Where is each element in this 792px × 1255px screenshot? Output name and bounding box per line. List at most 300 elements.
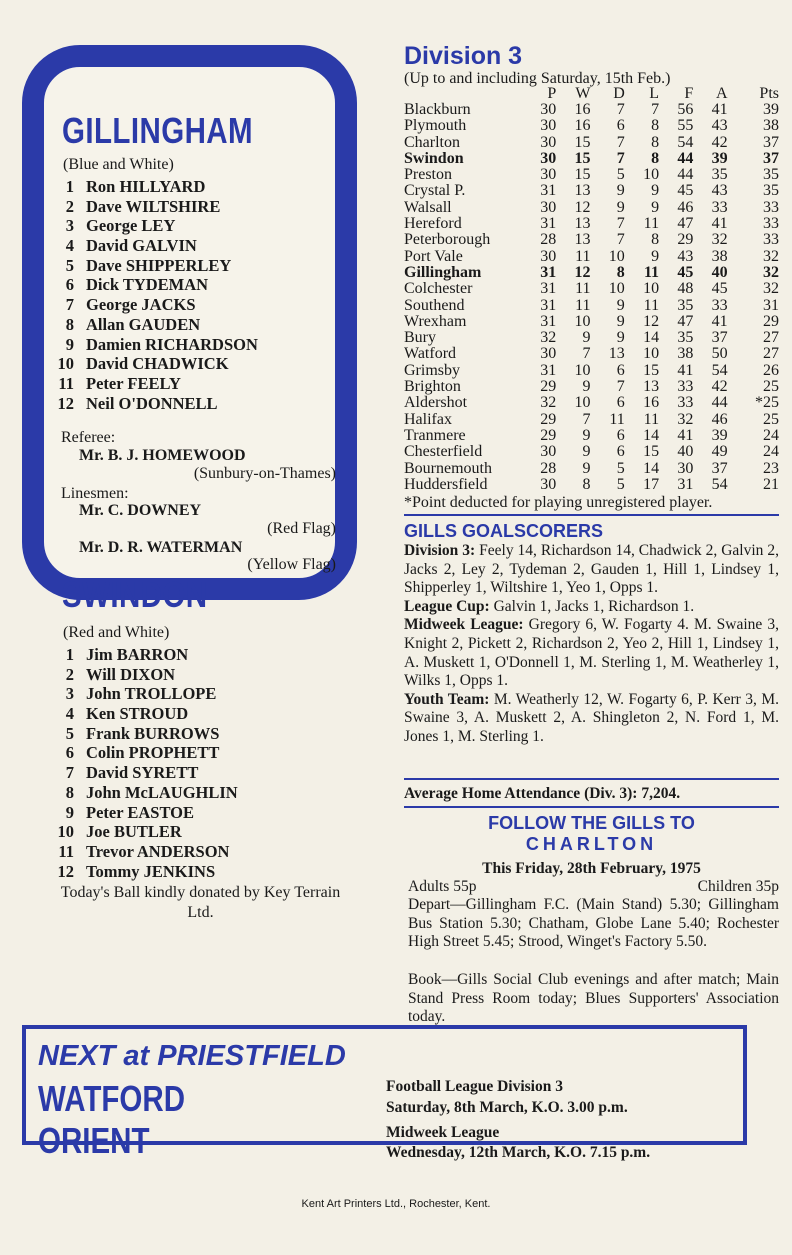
midweek-scorers: Gregory 6, W. Fogarty 4. M. Swaine 3, Knight 2, Pickett 2, Richardson 2, Yeo 2, Hill 1, Lindsey 1, A. Muskett 1, O'Donnell 1, M. Sterling 1, M. Weatherley 1, Wilks 1, Opps 1. — [404, 616, 780, 690]
player-name: John McLAUGHLIN — [86, 782, 238, 802]
table-cell: 17 — [643, 475, 660, 493]
team-name: Bury — [404, 329, 436, 347]
table-cell: 7 — [616, 378, 625, 396]
table-cell: 6 — [616, 117, 625, 135]
shirt-number: 4 — [65, 236, 74, 256]
player-row — [50, 862, 238, 882]
next-competition-2: Midweek League — [386, 1124, 500, 1141]
next-date-2: Wednesday, 12th March, K.O. 7.15 p.m. — [386, 1144, 651, 1161]
table-cell: 9 — [582, 459, 591, 477]
team-name: Tranmere — [404, 426, 466, 444]
table-cell: 33 — [763, 231, 779, 249]
table-row — [404, 395, 779, 411]
table-cell: 13 — [574, 231, 591, 249]
table-cell: 9 — [651, 247, 660, 265]
table-cell: 7 — [651, 101, 660, 118]
table-cell: 33 — [677, 394, 694, 412]
table-cell: 28 — [540, 231, 557, 249]
player-row — [50, 216, 258, 236]
table-cell: 8 — [651, 133, 660, 151]
table-cell: 10 — [574, 394, 591, 412]
table-cell: 32 — [763, 263, 779, 281]
table-cell: 16 — [643, 394, 660, 412]
table-cell: 37 — [711, 459, 728, 477]
table-cell: 41 — [677, 361, 694, 379]
table-cell: 10 — [643, 280, 660, 298]
table-cell: 29 — [540, 426, 557, 444]
table-cell: 9 — [616, 312, 625, 330]
shirt-number: 7 — [65, 763, 74, 783]
table-cell: 42 — [711, 133, 728, 151]
table-cell: 31 — [540, 263, 557, 281]
table-cell: 27 — [763, 345, 779, 363]
team-name: Watford — [404, 345, 457, 363]
table-cell: 37 — [763, 133, 779, 151]
linesman-2-name: Mr. D. R. WATERMAN — [79, 539, 243, 556]
player-name: Peter FEELY — [86, 373, 181, 393]
team-name: Preston — [404, 166, 452, 184]
shirt-number: 12 — [57, 861, 74, 881]
div3-label: Division 3: — [404, 542, 476, 559]
cup-label: League Cup: — [404, 597, 490, 615]
league-table-title: Division 3 — [404, 42, 523, 70]
table-cell: 41 — [711, 312, 728, 330]
shirt-number: 4 — [65, 704, 74, 724]
divider — [404, 806, 779, 808]
table-cell: 38 — [763, 117, 779, 135]
table-cell: 31 — [540, 312, 557, 330]
team-name: Walsall — [404, 198, 452, 216]
table-cell: 44 — [711, 394, 728, 412]
column-header: Pts — [759, 85, 779, 102]
table-cell: 37 — [763, 149, 779, 167]
table-cell: 9 — [616, 329, 625, 347]
table-row — [404, 135, 779, 151]
player-name: Dave SHIPPERLEY — [86, 255, 232, 275]
table-cell: 15 — [574, 166, 591, 184]
table-row — [404, 444, 779, 460]
table-cell: 9 — [616, 296, 625, 314]
table-cell: 11 — [575, 296, 591, 314]
team-name: Peterborough — [404, 231, 491, 249]
shirt-number: 1 — [65, 645, 74, 664]
table-cell: 30 — [540, 443, 557, 461]
table-cell: 8 — [651, 231, 660, 249]
table-cell: 11 — [575, 247, 591, 265]
table-row — [404, 102, 779, 118]
table-cell: 12 — [574, 263, 591, 281]
player-name: Jim BARRON — [86, 645, 189, 664]
player-row — [50, 335, 258, 355]
shirt-number: 5 — [65, 255, 74, 275]
table-cell: 9 — [616, 182, 625, 200]
away-team-name: SWINDON — [62, 574, 208, 615]
player-row — [50, 374, 258, 394]
table-cell: 9 — [582, 329, 591, 347]
referee-town: (Sunbury-on-Thames) — [193, 465, 336, 482]
table-row — [404, 363, 779, 379]
table-cell: 12 — [643, 312, 660, 330]
table-cell: 15 — [574, 133, 591, 151]
player-row — [50, 256, 258, 276]
table-row — [404, 330, 779, 346]
player-name: Colin PROPHETT — [86, 743, 220, 763]
player-row — [50, 236, 258, 256]
player-row — [50, 275, 258, 295]
referee-label: Referee: — [61, 429, 116, 446]
table-cell: 25 — [763, 410, 779, 428]
table-cell: 9 — [616, 198, 625, 216]
table-cell: 32 — [763, 280, 779, 298]
team-name: Brighton — [404, 378, 461, 396]
league-table-subtitle: (Up to and including Saturday, 15th Feb.) — [404, 70, 671, 87]
div3-scorers: Feely 14, Richardson 14, Chadwick 2, Galvin 2, Jacks 2, Ley 2, Tydeman 2, Gauden 1, Hill 1, Lindsey 1, Shipperley 1, Wiltshire 1, Yeo 1, Opps 1. — [404, 542, 779, 597]
table-cell: 8 — [582, 475, 591, 493]
table-cell: 40 — [677, 443, 694, 461]
shirt-number: 8 — [65, 782, 74, 802]
table-cell: 7 — [616, 133, 625, 151]
table-cell: 30 — [540, 149, 557, 167]
table-cell: 32 — [540, 329, 557, 347]
shirt-number: 10 — [57, 354, 74, 374]
player-row — [50, 197, 258, 217]
table-cell: 30 — [677, 459, 694, 477]
player-name: George JACKS — [86, 295, 196, 315]
table-cell: 41 — [677, 426, 694, 444]
table-cell: 11 — [643, 215, 660, 233]
player-name: David SYRETT — [86, 763, 199, 783]
table-cell: 55 — [677, 117, 694, 135]
youth-scorers: M. Weatherly 12, W. Fogarty 6, P. Kerr 3, M. Swaine 3, A. Muskett 2, A. Shingleton 2, N. Ford 1, M. Jones 1, M. Sterling 1. — [404, 690, 780, 745]
table-cell: 11 — [643, 410, 660, 428]
shirt-number: 11 — [58, 373, 74, 393]
player-row — [50, 803, 238, 823]
player-name: Peter EASTOE — [86, 802, 195, 822]
team-name: Hereford — [404, 215, 462, 233]
ball-donation-note: Today's Ball kindly donated by Key Terrain Ltd. — [60, 884, 341, 921]
table-cell: 14 — [643, 426, 660, 444]
table-cell: 31 — [677, 475, 694, 493]
league-table — [404, 86, 779, 493]
shirt-number: 2 — [65, 196, 74, 216]
table-cell: 30 — [540, 133, 557, 151]
table-cell: 29 — [540, 410, 557, 428]
table-cell: 30 — [540, 198, 557, 216]
table-cell: 33 — [711, 296, 728, 314]
table-cell: 9 — [582, 426, 591, 444]
divider — [404, 778, 779, 780]
table-row — [404, 183, 779, 199]
table-row — [404, 118, 779, 134]
table-cell: 10 — [643, 166, 660, 184]
team-name: Port Vale — [404, 247, 463, 265]
table-cell: 30 — [540, 475, 557, 493]
table-cell: 45 — [711, 280, 728, 298]
table-cell: 43 — [677, 247, 694, 265]
table-cell: 10 — [608, 280, 625, 298]
table-cell: 5 — [616, 459, 625, 477]
follow-title-line2: CHARLTON — [525, 834, 658, 854]
table-cell: 35 — [763, 182, 779, 200]
table-cell: 29 — [763, 312, 779, 330]
table-cell: 35 — [711, 166, 728, 184]
player-row — [50, 724, 238, 744]
table-cell: 31 — [763, 296, 779, 314]
player-name: Will DIXON — [86, 664, 176, 684]
table-cell: 13 — [574, 182, 591, 200]
player-name: Ron HILLYARD — [86, 177, 206, 196]
child-price: Children 35p — [697, 878, 779, 895]
average-attendance: Average Home Attendance (Div. 3): 7,204. — [404, 785, 681, 802]
player-row — [50, 822, 238, 842]
player-name: Ken STROUD — [86, 704, 189, 724]
table-cell: 30 — [540, 101, 557, 118]
table-cell: 42 — [711, 378, 728, 396]
team-name: Charlton — [404, 133, 460, 151]
team-name: Plymouth — [404, 117, 467, 135]
table-cell: 40 — [711, 263, 728, 281]
shirt-number: 7 — [65, 295, 74, 315]
table-cell: 43 — [711, 117, 728, 135]
table-cell: 13 — [574, 215, 591, 233]
table-row — [404, 477, 779, 493]
table-cell: 39 — [711, 149, 728, 167]
table-cell: 14 — [643, 329, 660, 347]
table-cell: 54 — [677, 133, 694, 151]
table-cell: 5 — [616, 166, 625, 184]
player-row — [50, 315, 258, 335]
table-cell: 44 — [677, 166, 694, 184]
table-row — [404, 216, 779, 232]
table-row — [404, 314, 779, 330]
linesmen-label: Linesmen: — [61, 485, 129, 502]
table-row — [404, 379, 779, 395]
player-name: Joe BUTLER — [86, 822, 182, 842]
table-row — [404, 298, 779, 314]
player-name: Dick TYDEMAN — [86, 275, 209, 295]
column-header: F — [684, 85, 694, 102]
table-cell: 9 — [651, 182, 660, 200]
table-cell: 33 — [763, 198, 779, 216]
table-cell: 11 — [643, 296, 660, 314]
booking-info: Book—Gills Social Club evenings and after match; Main Stand Press Room today; Blues Supporters' Association today. — [408, 971, 779, 1026]
player-name: Trevor ANDERSON — [86, 841, 230, 861]
follow-date: This Friday, 28th February, 1975 — [482, 860, 701, 877]
column-header: W — [575, 85, 591, 102]
column-header: A — [716, 85, 728, 102]
table-cell: 11 — [609, 410, 625, 428]
table-cell: 7 — [616, 101, 625, 118]
table-cell: 16 — [574, 101, 591, 118]
team-name: Blackburn — [404, 101, 471, 118]
table-row — [404, 346, 779, 362]
player-row — [50, 645, 238, 665]
table-cell: 6 — [616, 443, 625, 461]
table-cell: 32 — [677, 410, 694, 428]
shirt-number: 6 — [65, 275, 74, 295]
table-cell: 10 — [643, 345, 660, 363]
next-heading: NEXT at PRIESTFIELD — [38, 1040, 346, 1072]
table-cell: 31 — [540, 280, 557, 298]
table-cell: 29 — [540, 378, 557, 396]
player-name: Dave WILTSHIRE — [86, 196, 221, 216]
shirt-number: 6 — [65, 743, 74, 763]
table-cell: 10 — [608, 247, 625, 265]
table-cell: 38 — [677, 345, 694, 363]
player-name: John TROLLOPE — [86, 684, 217, 704]
table-cell: 31 — [540, 361, 557, 379]
table-cell: 24 — [763, 426, 779, 444]
table-cell: 45 — [677, 182, 694, 200]
team-name: Gillingham — [404, 263, 482, 281]
player-name: Tommy JENKINS — [86, 861, 216, 881]
table-cell: 11 — [575, 280, 591, 298]
table-cell: 37 — [711, 329, 728, 347]
table-cell: 24 — [763, 443, 779, 461]
table-cell: 45 — [677, 263, 694, 281]
goalscorers-title: GILLS GOALSCORERS — [404, 521, 604, 541]
team-name: Bournemouth — [404, 459, 492, 477]
table-cell: 8 — [616, 263, 625, 281]
away-player-list — [50, 645, 238, 881]
player-row — [50, 394, 258, 414]
table-row — [404, 232, 779, 248]
table-cell: 35 — [677, 329, 694, 347]
table-cell: 38 — [711, 247, 728, 265]
shirt-number: 8 — [65, 314, 74, 334]
table-cell: 49 — [711, 443, 728, 461]
shirt-number: 1 — [65, 177, 74, 196]
table-cell: 48 — [677, 280, 694, 298]
goalscorers-text — [404, 542, 779, 747]
youth-label: Youth Team: — [404, 690, 490, 708]
table-cell: 7 — [616, 215, 625, 233]
table-cell: 30 — [540, 166, 557, 184]
table-cell: 47 — [677, 215, 694, 233]
next-team-2: ORIENT — [38, 1120, 150, 1161]
table-cell: 32 — [763, 247, 779, 265]
table-cell: 26 — [763, 361, 779, 379]
adult-price: Adults 55p — [408, 878, 477, 895]
divider — [404, 514, 779, 516]
player-row — [50, 842, 238, 862]
table-cell: 33 — [711, 198, 728, 216]
shirt-number: 11 — [58, 841, 74, 861]
team-column-header — [404, 86, 522, 102]
table-cell: 15 — [574, 149, 591, 167]
table-cell: 10 — [574, 361, 591, 379]
table-cell: 50 — [711, 345, 728, 363]
player-row — [50, 665, 238, 685]
table-cell: 32 — [540, 394, 557, 412]
player-name: Allan GAUDEN — [86, 314, 201, 334]
table-cell: 11 — [643, 263, 660, 281]
table-cell: 29 — [677, 231, 694, 249]
team-name: Chesterfield — [404, 443, 483, 461]
away-team-colours: (Red and White) — [63, 624, 170, 641]
player-row — [50, 743, 238, 763]
player-name: Frank BURROWS — [86, 723, 220, 743]
table-cell: 9 — [651, 198, 660, 216]
home-team-colours: (Blue and White) — [63, 156, 174, 173]
table-cell: 13 — [608, 345, 625, 363]
table-cell: 41 — [711, 215, 728, 233]
table-cell: 9 — [582, 378, 591, 396]
table-cell: 8 — [651, 149, 660, 167]
table-cell: 25 — [763, 378, 779, 396]
table-cell: 39 — [711, 426, 728, 444]
table-cell: 15 — [643, 361, 660, 379]
player-name: Damien RICHARDSON — [86, 334, 258, 354]
cup-scorers: Galvin 1, Jacks 1, Richardson 1. — [489, 597, 695, 615]
player-name: David CHADWICK — [86, 354, 229, 374]
table-cell: 43 — [711, 182, 728, 200]
table-cell: 10 — [574, 312, 591, 330]
table-cell: 54 — [711, 475, 728, 493]
home-player-list — [50, 177, 258, 413]
table-cell: 15 — [643, 443, 660, 461]
team-name: Crystal P. — [404, 182, 466, 200]
table-cell: 31 — [540, 215, 557, 233]
table-cell: 32 — [711, 231, 728, 249]
table-cell: 7 — [616, 149, 625, 167]
player-name: George LEY — [86, 216, 176, 236]
column-header: P — [547, 85, 557, 102]
table-cell: 6 — [616, 394, 625, 412]
table-cell: 6 — [616, 426, 625, 444]
printer-credit: Kent Art Printers Ltd., Rochester, Kent. — [301, 1198, 491, 1210]
table-cell: 12 — [574, 198, 591, 216]
table-row — [404, 249, 779, 265]
table-cell: 27 — [763, 329, 779, 347]
table-row — [404, 281, 779, 297]
table-cell: 31 — [540, 296, 557, 314]
team-name: Halifax — [404, 410, 452, 428]
table-cell: 56 — [677, 101, 694, 118]
table-cell: 6 — [616, 361, 625, 379]
next-competition-1: Football League Division 3 — [386, 1078, 563, 1095]
table-cell: 28 — [540, 459, 557, 477]
shirt-number: 2 — [65, 664, 74, 684]
column-header: L — [649, 85, 660, 102]
table-cell: 7 — [582, 345, 591, 363]
table-cell: 39 — [763, 101, 779, 118]
shirt-number: 9 — [65, 334, 74, 354]
table-cell: 41 — [711, 101, 728, 118]
player-row — [50, 783, 238, 803]
column-header: D — [613, 85, 625, 102]
next-date-1: Saturday, 8th March, K.O. 3.00 p.m. — [386, 1099, 628, 1116]
table-row — [404, 461, 779, 477]
shirt-number: 9 — [65, 802, 74, 822]
shirt-number: 5 — [65, 723, 74, 743]
player-name: David GALVIN — [86, 236, 197, 256]
table-cell: 35 — [763, 166, 779, 184]
shirt-number: 3 — [65, 216, 74, 236]
player-row — [50, 704, 238, 724]
table-cell: 30 — [540, 345, 557, 363]
shirt-number: 3 — [65, 684, 74, 704]
table-cell: 7 — [582, 410, 591, 428]
table-cell: *25 — [755, 394, 779, 412]
table-row — [404, 265, 779, 281]
next-team-1: WATFORD — [38, 1078, 186, 1119]
player-row — [50, 295, 258, 315]
team-name: Southend — [404, 296, 465, 314]
table-cell: 21 — [763, 475, 779, 493]
table-cell: 35 — [677, 296, 694, 314]
team-name: Grimsby — [404, 361, 460, 379]
